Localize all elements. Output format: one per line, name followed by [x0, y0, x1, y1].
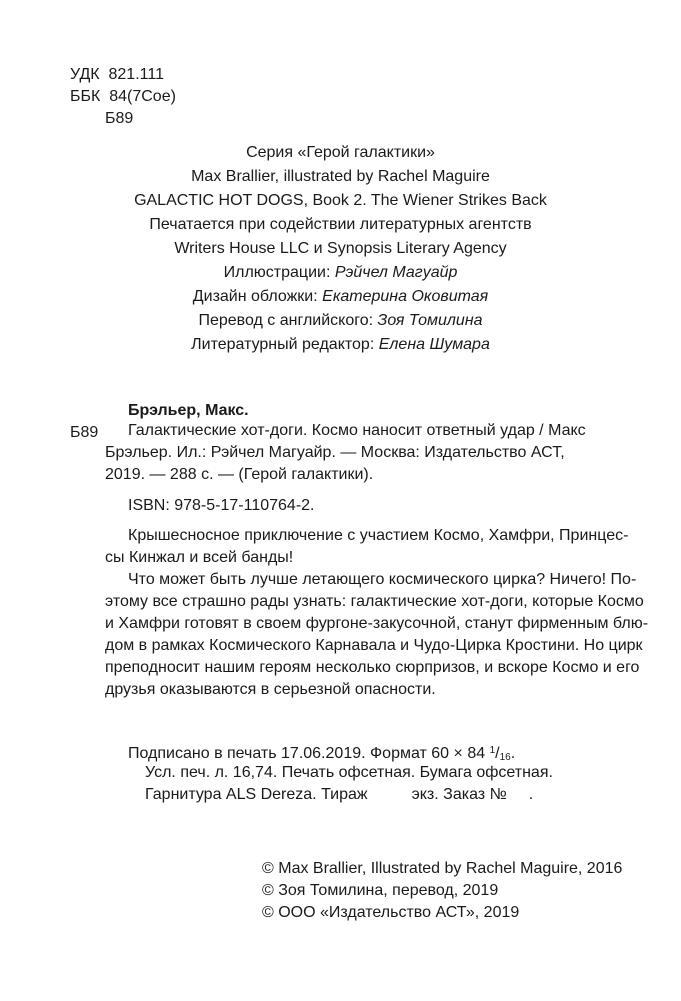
original-title-line: GALACTIC HOT DOGS, Book 2. The Wiener Strikes Back [134, 192, 547, 209]
cover-design-line [0, 285, 681, 309]
imprint-line-2: Усл. печ. л. 16,74. Печать офсетная. Бумага офсетная. [145, 764, 553, 781]
illustrations-name: Рэйчел Магуайр [334, 264, 458, 281]
editor-name: Елена Шумара [378, 336, 490, 353]
annotation-p2-line-6: друзья оказываются в серьезной опасности. [105, 681, 436, 698]
series-line: Серия «Герой галактики» [246, 144, 435, 161]
credits-block [0, 141, 681, 357]
imprint-line-3 [145, 786, 533, 804]
imprint-copies-order: экз. Заказ № [411, 786, 507, 803]
catalog-line-3: 2019. — 288 с. — (Герой галактики). [105, 466, 374, 483]
annotation-p2-line-2: этому все страшно рады узнать: галактические хот-доги, которые Космо [105, 593, 644, 610]
illustrations-label: Иллюстрации: [223, 264, 331, 281]
annotation-p2-line-3: и Хамфри готовят в своем фургоне-закусочной, станут фирменным блю- [105, 615, 649, 632]
editor-label: Литературный редактор: [191, 336, 375, 353]
editor-line [0, 333, 681, 357]
illustrations-line [0, 261, 681, 285]
author-mark-top: Б89 [105, 110, 134, 127]
copyright-line-3: © ООО «Издательство АСТ», 2019 [262, 904, 520, 921]
copyright-line-2: © Зоя Томилина, перевод, 2019 [262, 882, 499, 899]
catalog-line-1: Галактические хот-доги. Космо наносит ответный удар / Макс [128, 422, 586, 439]
format-denominator: 16 [499, 752, 511, 763]
translation-name: Зоя Томилина [377, 312, 483, 329]
translation-line [0, 309, 681, 333]
imprint-signed-format: Подписано в печать 17.06.2019. Формат 60 × 84 [128, 745, 486, 762]
udk-line [70, 66, 164, 84]
bbk-value: 84(7Сое) [109, 88, 176, 105]
imprint-typeface-print-run: Гарнитура ALS Dereza. Тираж [145, 786, 368, 803]
bbk-line [70, 88, 176, 106]
udk-value: 821.111 [108, 66, 164, 83]
cover-label: Дизайн обложки: [192, 288, 318, 305]
original-author-line: Max Brallier, illustrated by Rachel Maguire [191, 168, 490, 185]
annotation-p2-line-5: преподносит нашим героям несколько сюрпризов, и вскоре Космо и его [105, 659, 640, 676]
cover-name: Екатерина Оковитая [322, 288, 489, 305]
annotation-p2-line-1: Что может быть лучше летающего космического цирка? Ничего! По- [128, 571, 637, 588]
annotation-p2-line-4: дом в рамках Космического Карнавала и Чудо-Цирка Кростини. Но цирк [105, 637, 643, 654]
isbn-line: ISBN: 978-5-17-110764-2. [128, 497, 315, 514]
copyright-line-1: © Max Brallier, Illustrated by Rachel Maguire, 2016 [262, 860, 623, 877]
imprint-line-1: Подписано в печать 17.06.2019. Формат 60 × 84 $^1/_{16}$. [128, 745, 516, 763]
annotation-p1-line-1: Крышесносное приключение с участием Космо, Хамфри, Принцес- [128, 527, 629, 544]
annotation-p1-line-2: сы Кинжал и всей банды! [105, 549, 294, 566]
catalog-line-2: Брэльер. Ил.: Рэйчел Магуайр. — Москва: Издательство АСТ, [105, 444, 565, 461]
imprint-end-dot: . [528, 786, 534, 803]
bbk-label: ББК [70, 88, 101, 105]
agency-line-1: Печатается при содействии литературных агентств [149, 216, 532, 233]
format-numerator: 1 [489, 745, 496, 756]
udk-label: УДК [70, 66, 100, 83]
catalog-heading: Брэльер, Макс. [128, 402, 249, 419]
agency-line-2: Writers House LLC и Synopsis Literary Agency [174, 240, 507, 257]
catalog-mark: Б89 [70, 424, 99, 441]
translation-label: Перевод с английского: [198, 312, 374, 329]
